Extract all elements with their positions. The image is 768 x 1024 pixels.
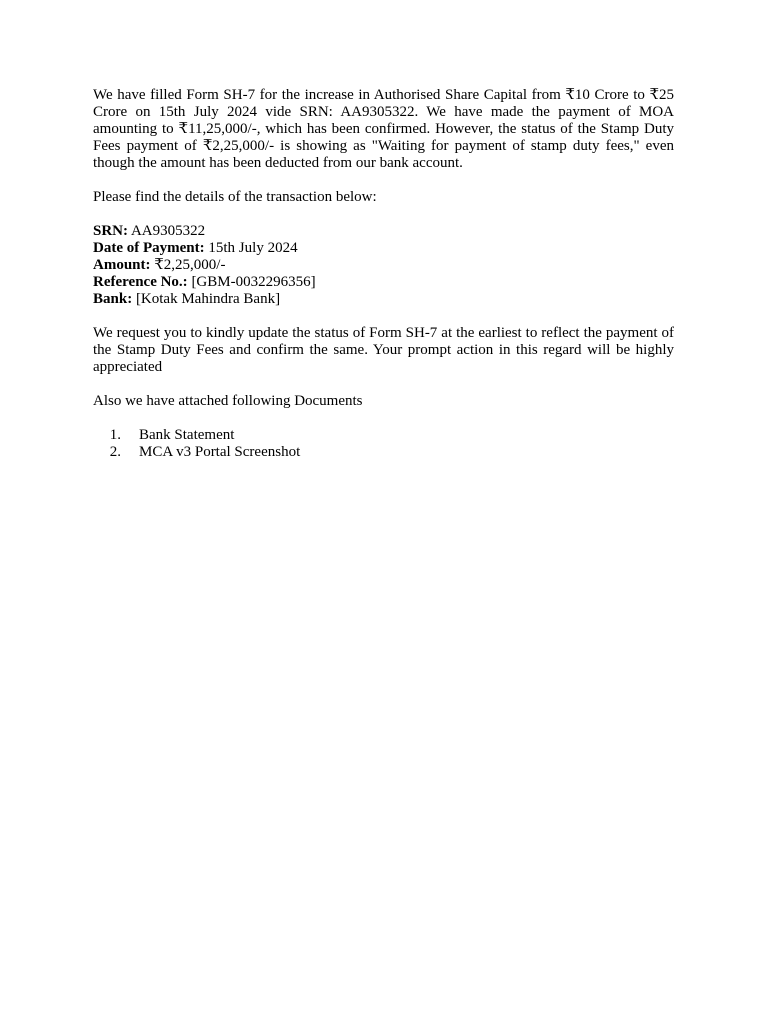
detail-row-srn [93, 223, 674, 240]
detail-row-reference-no [93, 274, 674, 291]
list-item [93, 427, 674, 444]
list-item [93, 444, 674, 461]
detail-value: 15th July 2024 [204, 240, 298, 256]
detail-row-date-of-payment [93, 240, 674, 257]
letter-body [93, 87, 674, 461]
detail-label: Date of Payment: [93, 240, 205, 256]
attachments-intro: Also we have attached following Documents [93, 393, 363, 409]
attachments-list [93, 427, 674, 461]
detail-label: Bank: [93, 291, 133, 307]
detail-value: [Kotak Mahindra Bank] [132, 291, 281, 307]
detail-row-amount [93, 257, 674, 274]
list-item-label: MCA v3 Portal Screenshot [139, 444, 301, 460]
request-paragraph: We request you to kindly update the status of Form SH-7 at the earliest to reflect the payment of the Stamp Duty Fees and confirm the same. Your prompt action in this regard will be highly appreciated [93, 325, 674, 375]
list-item-number: 1. [109, 427, 121, 443]
detail-label: SRN: [93, 223, 129, 239]
detail-value: [GBM-0032296356] [187, 274, 316, 290]
detail-value: ₹2,25,000/- [150, 257, 226, 273]
list-item-number: 2. [109, 444, 121, 460]
detail-label: Amount: [93, 257, 151, 273]
detail-row-bank [93, 291, 674, 308]
detail-label: Reference No.: [93, 274, 188, 290]
detail-value: AA9305322 [128, 223, 206, 239]
details-intro: Please find the details of the transaction below: [93, 189, 377, 205]
transaction-details [93, 223, 674, 308]
intro-paragraph: We have filled Form SH-7 for the increase in Authorised Share Capital from ₹10 Crore to ₹25 Crore on 15th July 2024 vide SRN: AA9305322. We have made the payment of MOA amounting to ₹11,25,000/-, which has been confirmed. However, the status of the Stamp Duty Fees payment of ₹2,25,000/- is showing as "Waiting for payment of stamp duty fees," even though the amount has been deducted from our bank account. [93, 87, 674, 171]
list-item-label: Bank Statement [139, 427, 235, 443]
